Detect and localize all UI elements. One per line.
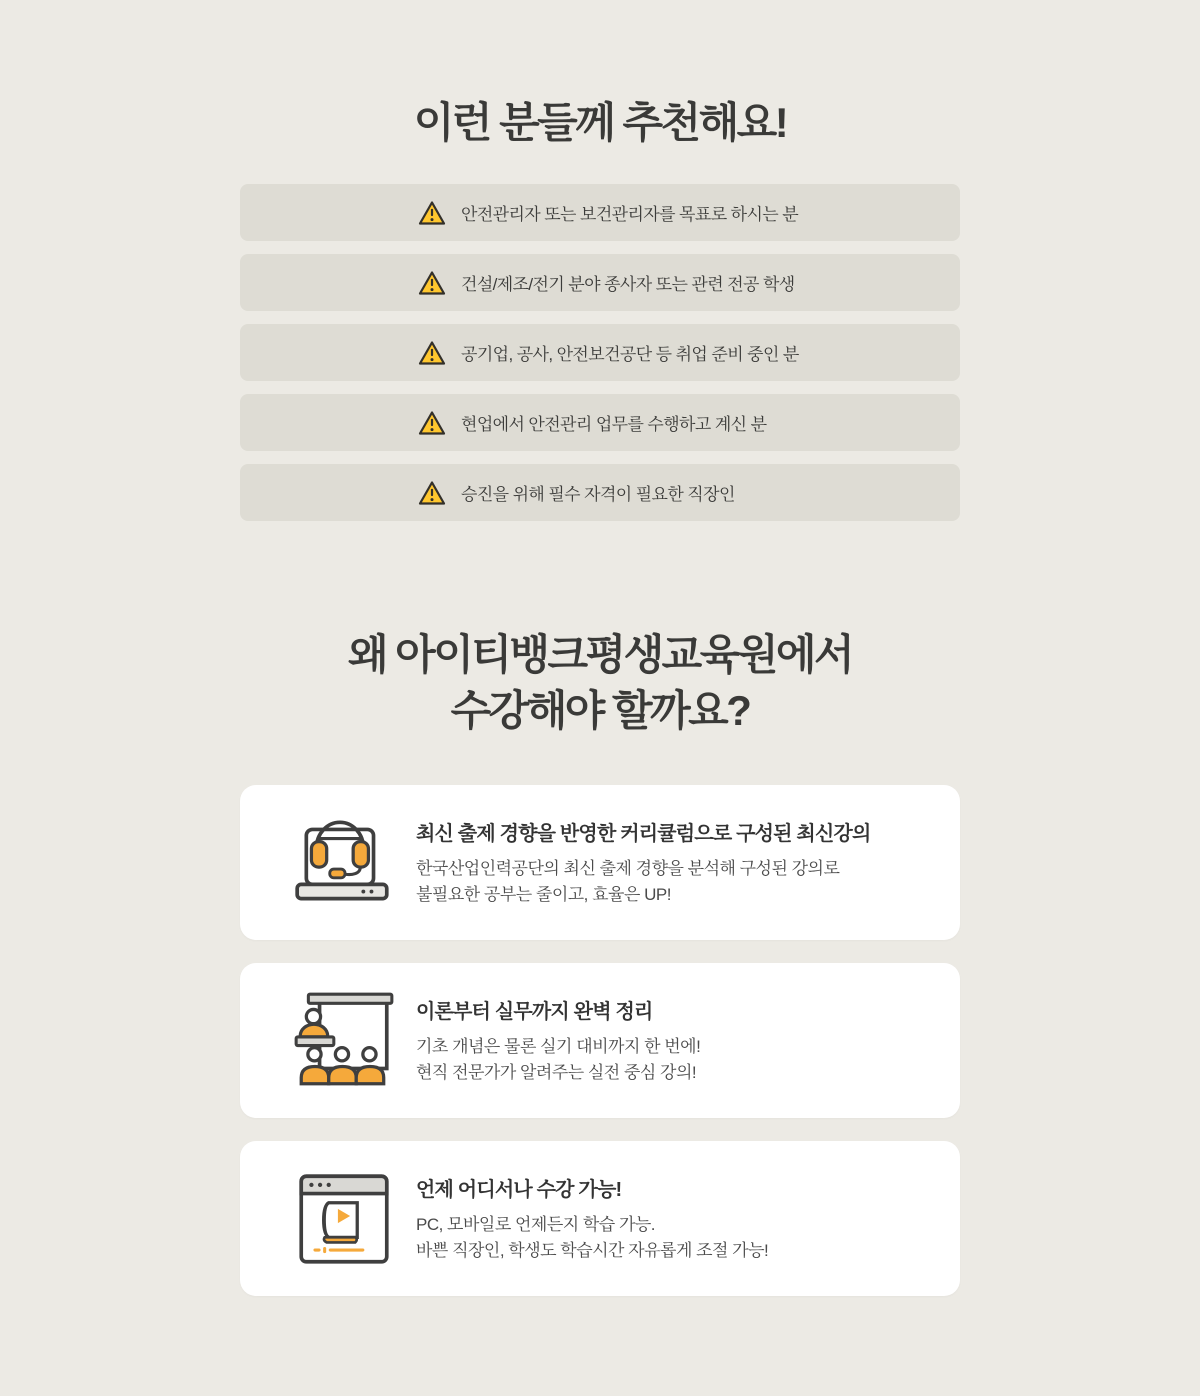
feature-card-title: 언제 어디서나 수강 가능!: [416, 1179, 622, 1201]
presentation-icon: [288, 985, 400, 1097]
why-title-line2: 수강해야 할까요?: [450, 687, 750, 734]
headset-laptop-icon: [288, 807, 400, 919]
warning-icon: [418, 340, 446, 366]
feature-cards: [240, 785, 960, 1296]
feature-card-title: 최신 출제 경향을 반영한 커리큘럼으로 구성된 최신강의: [416, 823, 871, 845]
recommend-item: [240, 254, 960, 311]
feature-card-body-line2: 불필요한 공부는 줄이고, 효율은 UP!: [416, 885, 671, 904]
feature-card-body-line1: PC, 모바일로 언제든지 학습 가능.: [416, 1215, 656, 1234]
warning-icon: [418, 270, 446, 296]
recommend-item-text: 공기업, 공사, 안전보건공단 등 취업 준비 중인 분: [461, 345, 799, 364]
feature-card-body: [416, 856, 871, 908]
feature-card-text: [416, 817, 871, 908]
feature-card-text: [416, 1173, 768, 1264]
recommend-item: [240, 324, 960, 381]
feature-card-theory-practice: [240, 963, 960, 1118]
warning-icon: [418, 480, 446, 506]
why-title-line1: 왜 아이티뱅크평생교육원에서: [347, 631, 853, 678]
recommend-section-title: 이런 분들께 추천해요!: [413, 99, 787, 146]
warning-icon: [418, 410, 446, 436]
feature-card-anytime-anywhere: [240, 1141, 960, 1296]
recommend-item-text: 건설/제조/전기 분야 종사자 또는 관련 전공 학생: [461, 275, 795, 294]
feature-card-latest-lecture: [240, 785, 960, 940]
feature-card-text: [416, 995, 700, 1086]
recommend-item: [240, 394, 960, 451]
feature-card-title: 이론부터 실무까지 완벽 정리: [416, 1001, 653, 1023]
why-section-title: [0, 627, 1200, 739]
feature-card-body: [416, 1034, 700, 1086]
recommend-item: [240, 464, 960, 521]
feature-card-body-line1: 한국산업인력공단의 최신 출제 경향을 분석해 구성된 강의로: [416, 859, 840, 878]
warning-icon: [418, 200, 446, 226]
recommend-item-text: 안전관리자 또는 보건관리자를 목표로 하시는 분: [461, 205, 799, 224]
recommend-list: [240, 184, 960, 521]
feature-card-body-line2: 바쁜 직장인, 학생도 학습시간 자유롭게 조절 가능!: [416, 1241, 769, 1260]
recommend-item-text: 승진을 위해 필수 자격이 필요한 직장인: [461, 485, 735, 504]
feature-card-body-line2: 현직 전문가가 알려주는 실전 중심 강의!: [416, 1063, 697, 1082]
recommend-item: [240, 184, 960, 241]
browser-book-icon: [288, 1163, 400, 1275]
feature-card-body-line1: 기초 개념은 물론 실기 대비까지 한 번에!: [416, 1037, 701, 1056]
recommend-item-text: 현업에서 안전관리 업무를 수행하고 계신 분: [461, 415, 767, 434]
feature-card-body: [416, 1212, 768, 1264]
